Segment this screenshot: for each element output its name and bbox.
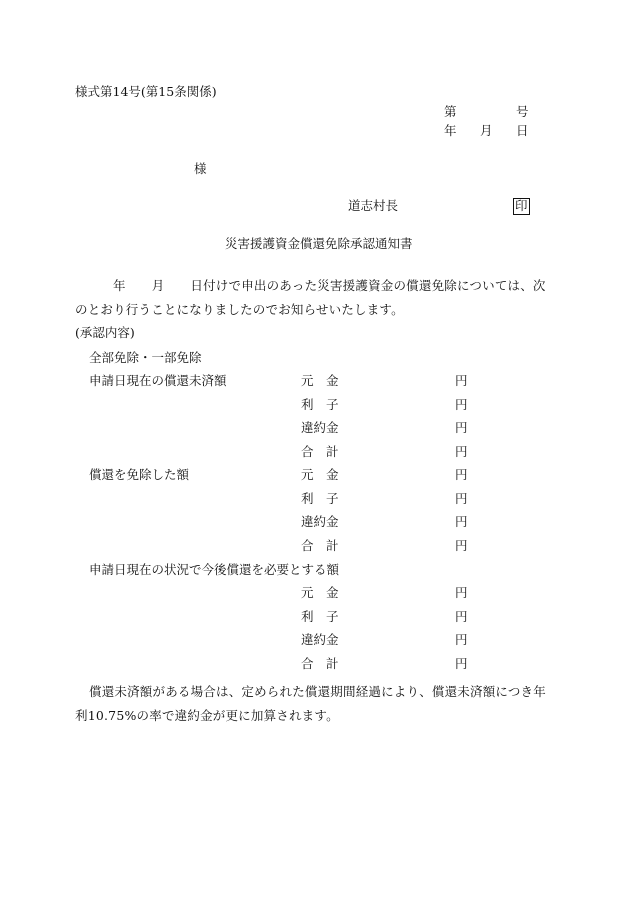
issuer-name: 道志村長 xyxy=(348,198,399,213)
body-month-label: 月 xyxy=(151,278,165,293)
row-unit: 円 xyxy=(455,514,468,529)
row-label: 合 計 xyxy=(301,656,339,671)
penalty-note-text: 償還未済額がある場合は、定められた償還期間経過により、償還未済額につき年利10.75%の率で違約金が更に加算されます。 xyxy=(75,684,546,723)
date-month-label: 月 xyxy=(480,123,493,138)
row-unit: 円 xyxy=(455,538,468,553)
form-number: 様式第14号(第15条関係) xyxy=(75,84,217,99)
group-title-outstanding: 申請日現在の償還未済額 xyxy=(89,373,227,388)
row-label: 合 計 xyxy=(301,538,339,553)
document-title: 災害援護資金償還免除承認通知書 xyxy=(225,236,413,251)
row-label: 利 子 xyxy=(301,609,339,624)
seal-mark xyxy=(513,198,530,215)
row-label: 違約金 xyxy=(301,632,339,647)
row-label: 違約金 xyxy=(301,514,339,529)
row-label: 元 金 xyxy=(301,467,339,482)
row-unit: 円 xyxy=(455,656,468,671)
body-year-label: 年 xyxy=(113,278,126,293)
row-unit: 円 xyxy=(455,420,468,435)
number-label-go: 号 xyxy=(516,104,529,119)
row-label: 利 子 xyxy=(301,397,339,412)
row-unit: 円 xyxy=(455,373,468,388)
row-unit: 円 xyxy=(455,609,468,624)
row-unit: 円 xyxy=(455,467,468,482)
row-unit: 円 xyxy=(455,491,468,506)
row-label: 元 金 xyxy=(301,373,339,388)
row-label: 違約金 xyxy=(301,420,339,435)
addressee-suffix: 様 xyxy=(194,161,207,176)
body-paragraph xyxy=(75,274,555,322)
row-unit: 円 xyxy=(455,585,468,600)
row-label: 利 子 xyxy=(301,491,339,506)
group-title-exempted: 償還を免除した額 xyxy=(89,467,190,482)
row-unit: 円 xyxy=(455,632,468,647)
approval-heading: (承認内容) xyxy=(75,325,135,340)
number-label-dai: 第 xyxy=(444,104,457,119)
date-day-label: 日 xyxy=(516,123,529,138)
row-label: 合 計 xyxy=(301,444,339,459)
seal-text: 印 xyxy=(515,198,528,213)
date-year-label: 年 xyxy=(444,123,457,138)
row-unit: 円 xyxy=(455,444,468,459)
row-label: 元 金 xyxy=(301,585,339,600)
group-title-remaining: 申請日現在の状況で今後償還を必要とする額 xyxy=(89,562,340,577)
row-unit: 円 xyxy=(455,397,468,412)
body-text: 日付けで申出のあった災害援護資金の償還免除については、次のとおり行うことになりましたのでお知らせいたします。 xyxy=(75,278,546,317)
penalty-note xyxy=(75,680,555,728)
exemption-type: 全部免除・一部免除 xyxy=(89,350,202,365)
